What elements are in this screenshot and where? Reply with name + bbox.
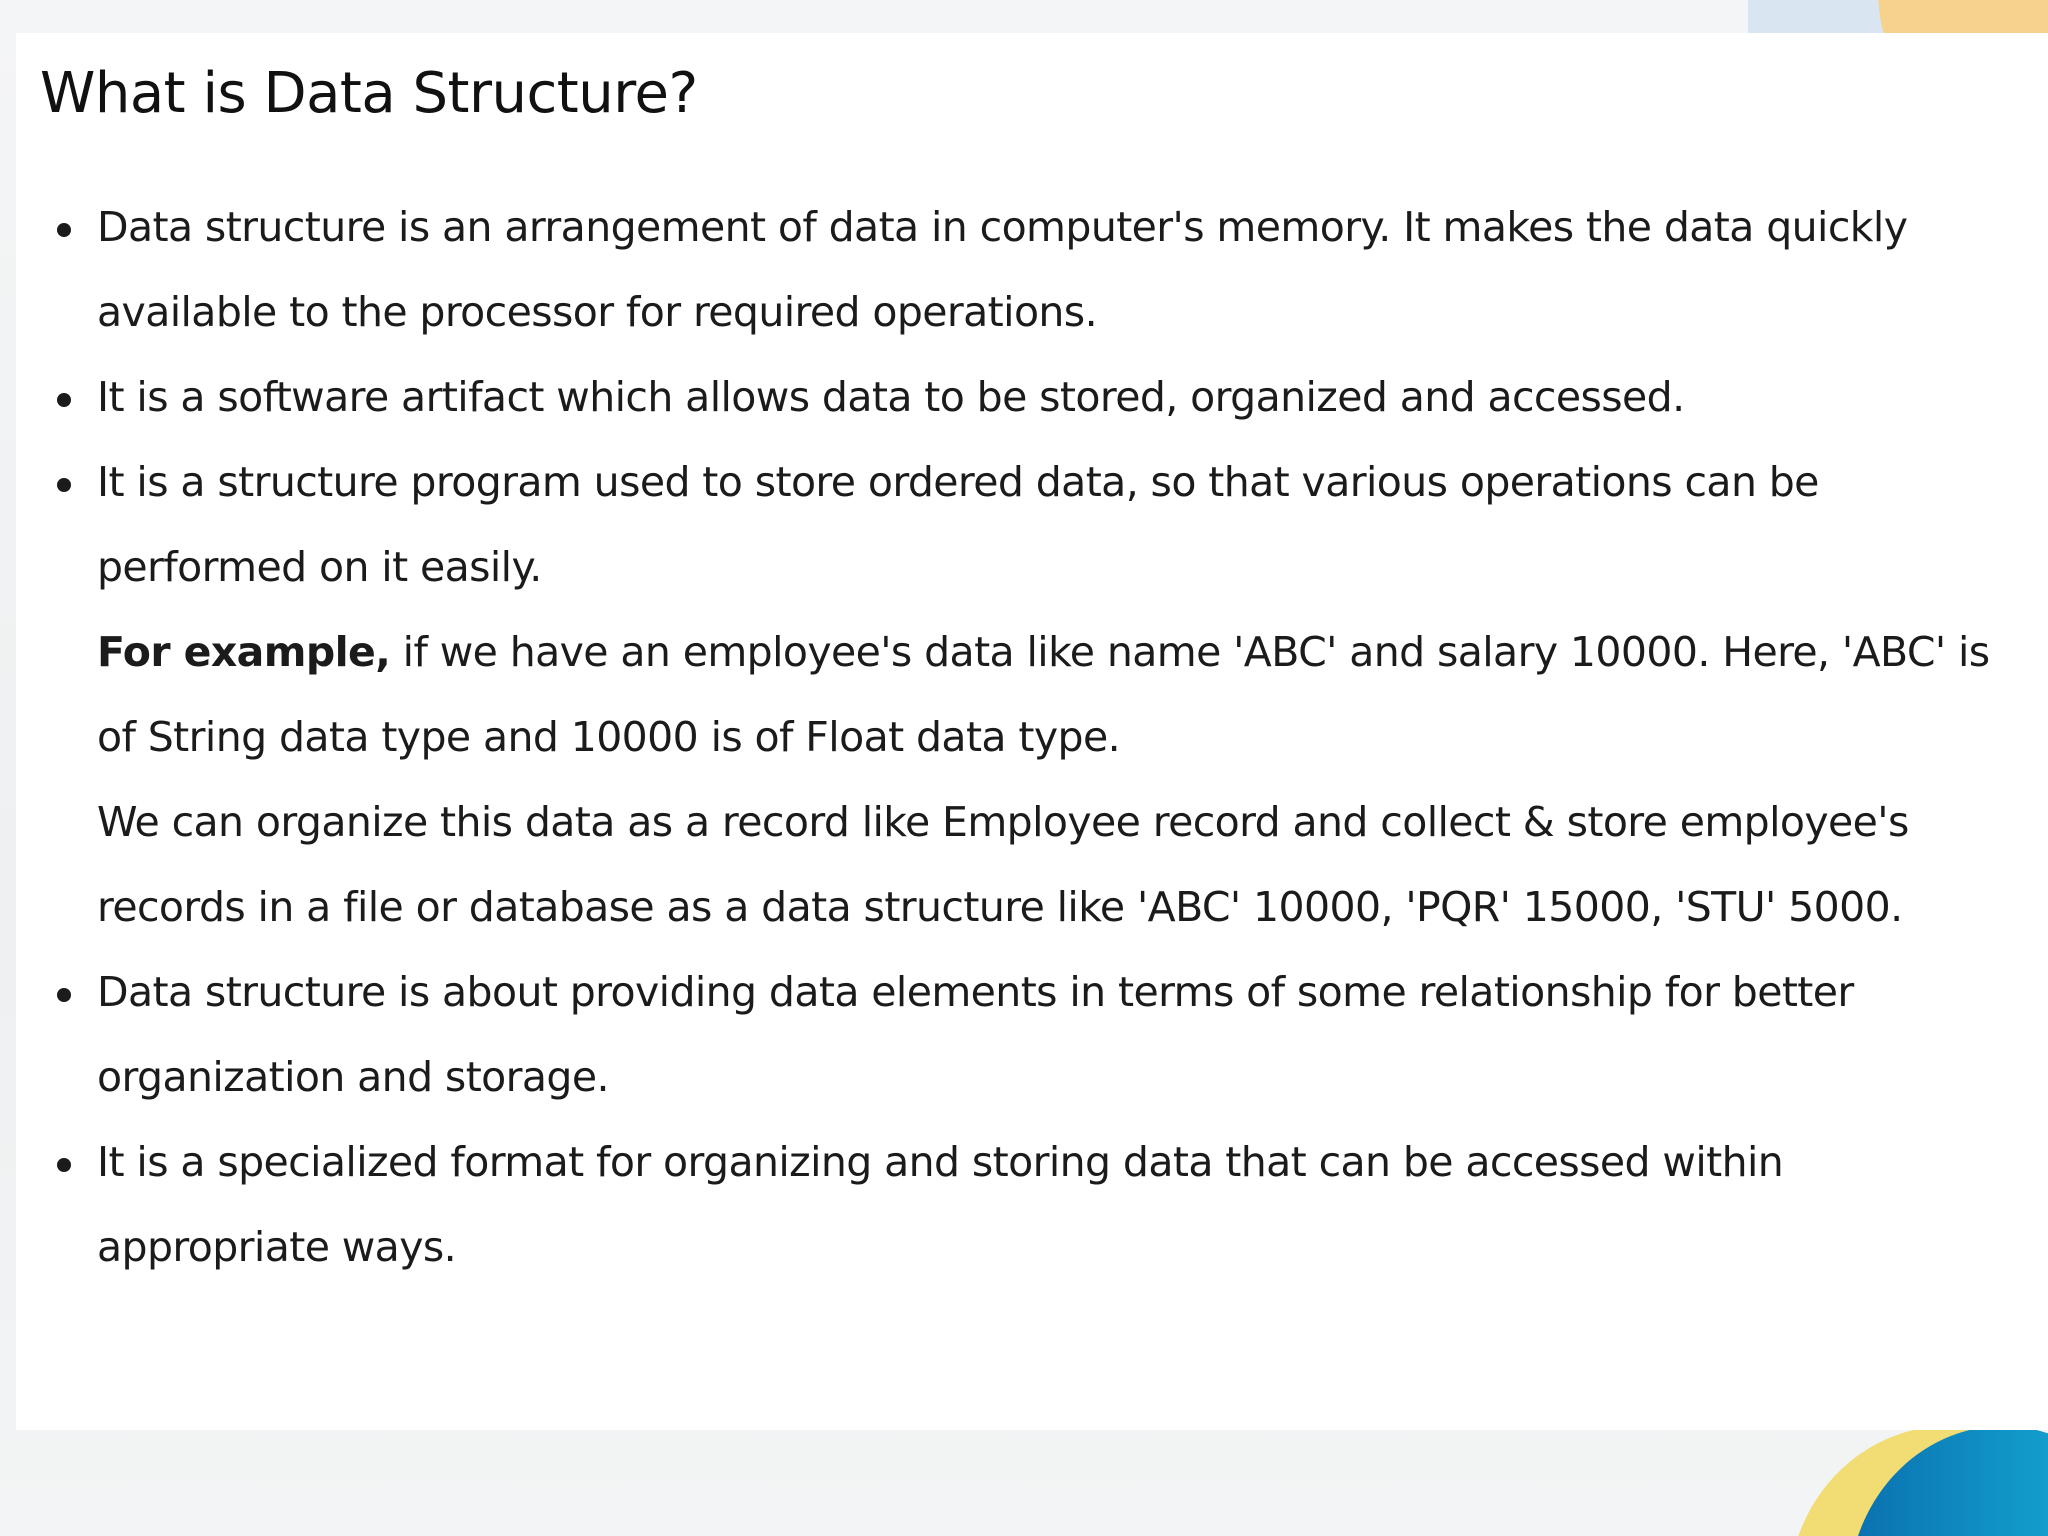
bullet-dot-icon bbox=[57, 1158, 71, 1172]
bullet-list bbox=[40, 185, 2024, 1290]
bullet-item bbox=[40, 185, 2024, 355]
content-card bbox=[16, 33, 2048, 1430]
bullet-text: Data structure is about providing data elements in terms of some relationship for better organization and storage. bbox=[97, 968, 1854, 1101]
bullet-dot-icon bbox=[57, 223, 71, 237]
corner-decoration-bottom bbox=[1728, 1426, 2048, 1536]
bullet-text: It is a software artifact which allows data to be stored, organized and accessed. bbox=[97, 373, 1685, 421]
bullet-item bbox=[40, 1120, 2024, 1290]
bullet-item bbox=[40, 440, 2024, 950]
bullet-item bbox=[40, 355, 2024, 440]
page-title: What is Data Structure? bbox=[40, 61, 698, 126]
bullet-text: It is a specialized format for organizing and storing data that can be accessed within appropriate ways. bbox=[97, 1138, 1784, 1271]
record-paragraph: We can organize this data as a record like Employee record and collect & store employee's records in a file or database as a data structure like 'ABC' 10000, 'PQR' 15000, 'STU' 5000. bbox=[97, 798, 1909, 931]
bullet-dot-icon bbox=[57, 988, 71, 1002]
example-label: For example, bbox=[97, 628, 391, 676]
bullet-dot-icon bbox=[57, 478, 71, 492]
bullet-item bbox=[40, 950, 2024, 1120]
bullet-text: It is a structure program used to store ordered data, so that various operations can be performed on it easily. bbox=[97, 458, 1819, 591]
bullet-dot-icon bbox=[57, 393, 71, 407]
example-paragraph bbox=[97, 610, 2024, 780]
bullet-text: Data structure is an arrangement of data in computer's memory. It makes the data quickly available to the processor for required operations. bbox=[97, 203, 1908, 336]
example-text: if we have an employee's data like name 'ABC' and salary 10000. Here, 'ABC' is of String data type and 10000 is of Float data type. bbox=[97, 628, 1990, 761]
